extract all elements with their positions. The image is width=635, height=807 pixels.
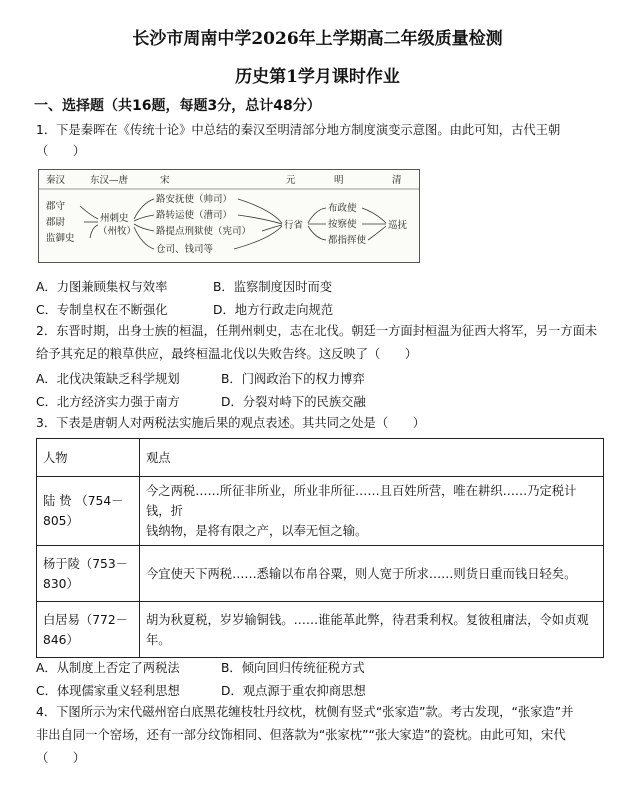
q2-option-c: C．北方经济实力强于南方 [36,395,180,409]
q2-option-b: B．门阀政治下的权力博弈 [221,372,365,386]
q3-stem: 3．下表是唐朝人对两税法实施后果的观点表述。其共同之处是（ ） [36,416,426,430]
era-ming: 明 [334,175,344,186]
table-row [37,546,604,602]
office-cangsi: 仓司、钱司等 [156,244,214,255]
person-line1: 杨于陵（753－ [43,556,128,571]
view-line2: 钱纳物，是将有限之产，以奉无恒之输。 [146,524,368,538]
office-anfushi: 路安抚使（帅司） [156,194,233,205]
office-duzhihuishi: 都指挥使 [328,235,367,246]
q2-stem-line1: 2．东晋时期，出身士族的桓温，任荆州刺史，志在北伐。朝廷一方面封桓温为征西大将军，另一方面未 [36,324,598,338]
table-cell-person [37,602,140,658]
office-anchashi: 按察使 [328,219,357,230]
era-qing: 清 [392,175,402,186]
office-jianyushi: 监御史 [46,233,75,244]
person-line1: 白居易（772－ [43,612,128,627]
q1-diagram [38,169,420,263]
office-buzhengshi: 布政使 [328,203,357,214]
office-xingsheng: 行省 [284,220,304,231]
person-line2: 805） [43,514,79,528]
table-header-person: 人物 [37,439,140,477]
section-heading: 一、选择题（共16题，每题3分，总计48分） [34,98,321,114]
q1-option-b: B．监察制度因时而变 [213,280,333,294]
table-cell-view [140,602,604,658]
table-cell-person [37,546,140,602]
table-cell-view [140,546,604,602]
office-zhoucishi: 州刺史 [100,213,129,224]
q3-option-b: B．倾向回归传统征税方式 [221,661,365,675]
office-junshou: 郡守 [46,201,66,212]
q1-stem-line1: 1．下是秦晖在《传统十论》中总结的秦汉至明清部分地方制度演变示意图。由此可知，古代王朝 [36,123,561,137]
table-cell-view [140,477,604,546]
q4-stem-line3: （ ） [36,751,86,765]
view-line1: 胡为秋夏税，岁岁输铜钱。……谁能革此弊，待君秉利权。复彼租庸法，令如贞观年。 [146,612,589,647]
era-donghan-tang: 东汉—唐 [90,175,129,186]
view-line1: 今宜使天下两税……悉输以布帛谷粟，则人宽于所求……则货日重而钱日轻矣。 [146,566,577,581]
office-zhuanyunshi: 路转运使（漕司） [156,210,233,221]
table-header-view: 观点 [140,439,604,477]
era-song: 宋 [160,175,170,186]
table-row [37,602,604,658]
table-cell-person [37,477,140,546]
q2-option-d: D．分裂对峙下的民族交融 [221,395,366,409]
q3-option-c: C．体现儒家重义轻利思想 [36,684,180,698]
table-header-row [37,439,604,477]
q1-option-c: C．专制皇权在不断强化 [36,303,168,317]
office-zhoumu: （州牧） [98,226,137,237]
q3-option-a: A．从制度上否定了两税法 [36,661,180,675]
q2-stem-line2: 给予其充足的粮草供应，最终桓温北伐以失败告终。这反映了（ ） [36,347,418,361]
q1-option-a: A．力图兼顾集权与效率 [36,280,168,294]
person-line2: 830） [43,576,79,591]
q2-option-a: A．北伐决策缺乏科学规划 [36,372,180,386]
q1-stem-line2: （ ） [36,144,86,158]
person-line1: 陆 贽 （754－ [43,494,124,508]
office-tidianxingyu: 路提点刑狱使（宪司） [156,226,252,237]
era-yuan: 元 [286,175,296,186]
q4-stem-line2: 非出自同一个窑场，还有一部分纹饰相同、但落款为“张家枕”“张大家造”的瓷枕。由此可知，宋代 [36,728,566,742]
q4-stem-line1: 4．下图所示为宋代磁州窑白底黑花缠枝牡丹纹枕，枕侧有竖式“张家造”款。考古发现，“张家造”并 [36,705,574,719]
q3-table [36,438,604,658]
office-xunfu: 巡抚 [388,220,408,231]
person-line2: 846） [43,632,79,647]
q3-option-d: D．观点源于重农抑商思想 [221,684,366,698]
q1-option-d: D．地方行政走向规范 [213,303,334,317]
table-row [37,477,604,546]
era-qinhan: 秦汉 [46,175,66,186]
view-line1: 今之两税……所征非所业，所业非所征……且百姓所营，唯在耕织……乃定税计钱，折 [146,484,577,518]
page-title: 长沙市周南中学2026年上学期高二年级质量检测 [132,29,503,49]
office-junwei: 郡尉 [46,217,66,228]
page-subtitle: 历史第1学月课时作业 [235,67,400,87]
